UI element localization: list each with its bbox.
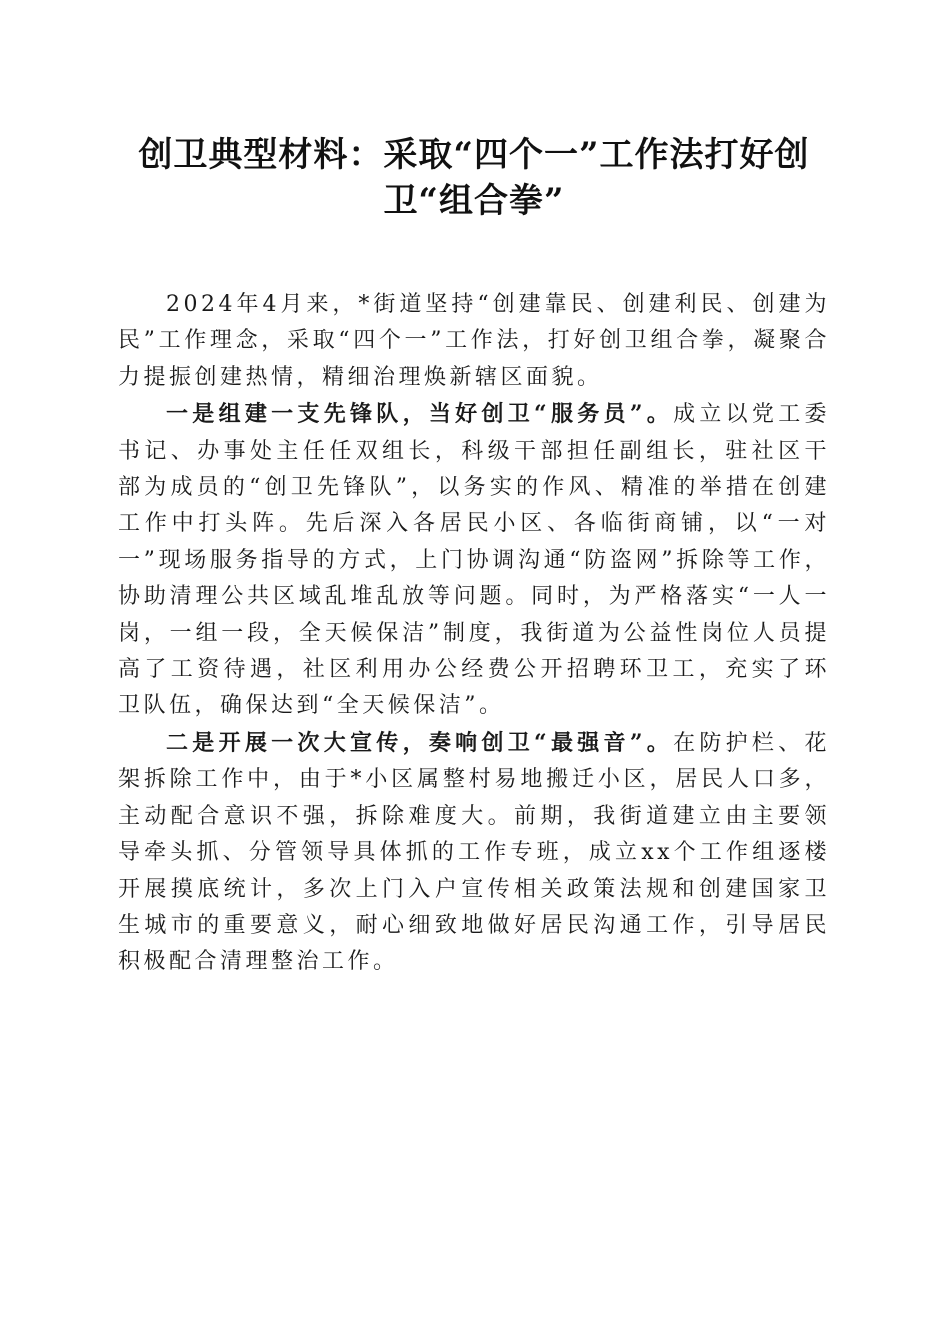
- section-heading-1: 一是组建一支先锋队，当好创卫“服务员”。: [166, 401, 674, 428]
- section-heading-2: 二是开展一次大宣传，奏响创卫“最强音”。: [166, 729, 674, 756]
- section-text-2: 在防护栏、花架拆除工作中，由于*小区属整村易地搬迁小区，居民人口多，主动配合意识不强，拆除难度大。前期，我街道建立由主要领导牵头抓、分管领导具体抓的工作专班，成立xx个工作组逐楼开展摸底统计，多次上门入户宣传相关政策法规和创建国家卫生城市的重要意义，耐心细致地做好居民沟通工作，引导居民积极配合清理整治工作。: [118, 730, 830, 975]
- document-title: 创卫典型材料：采取“四个一”工作法打好创卫“组合拳”: [138, 135, 810, 221]
- document-page: [118, 132, 830, 981]
- intro-paragraph: 2024年4月来，*街道坚持“创建靠民、创建利民、创建为民”工作理念，采取“四个一”工作法，打好创卫组合拳，凝聚合力提振创建热情，精细治理焕新辖区面貌。: [118, 292, 830, 390]
- section-paragraph-2: [118, 725, 830, 981]
- document-body: [118, 287, 830, 981]
- section-text-1: 成立以党工委书记、办事处主任任双组长，科级干部担任副组长，驻社区干部为成员的“创卫先锋队”，以务实的作风、精准的举措在创建工作中打头阵。先后深入各居民小区、各临街商铺，以“一对一”现场服务指导的方式，上门协调沟通“防盗网”拆除等工作，协助清理公共区域乱堆乱放等问题。同时，为严格落实“一人一岗，一组一段，全天候保洁”制度，我街道为公益性岗位人员提高了工资待遇，社区利用办公经费公开招聘环卫工，充实了环卫队伍，确保达到“全天候保洁”。: [118, 402, 830, 719]
- section-paragraph-1: [118, 396, 830, 725]
